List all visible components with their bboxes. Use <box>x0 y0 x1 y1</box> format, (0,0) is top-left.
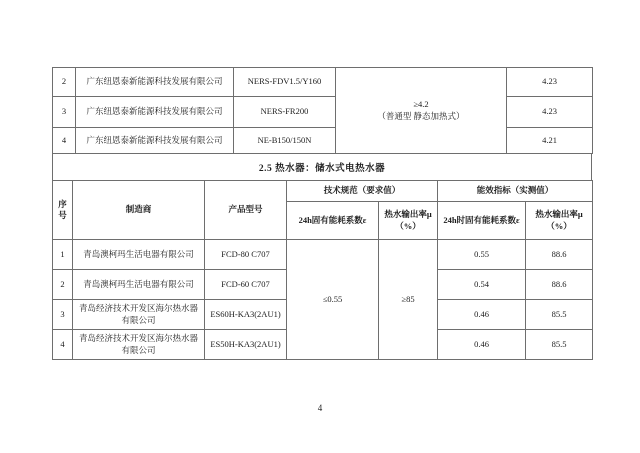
spec-coefficient-cell: ≤0.55 <box>287 240 379 360</box>
output-rate-cell: 88.6 <box>526 240 593 270</box>
spec-requirement-type: （普通型 静态加热式） <box>377 110 465 121</box>
header-serial: 序号 <box>53 181 73 240</box>
output-rate-cell: 85.5 <box>526 300 593 330</box>
spec-output-rate-cell: ≥85 <box>379 240 438 360</box>
manufacturer-cell: 青岛经济技术开发区海尔热水器有限公司 <box>73 330 205 360</box>
serial-cell: 4 <box>53 128 76 154</box>
manufacturer-cell: 青岛经济技术开发区海尔热水器有限公司 <box>73 300 205 330</box>
page-number: 4 <box>317 403 323 413</box>
model-cell: FCD-80 C707 <box>205 240 287 270</box>
manufacturer-cell: 青岛澳柯玛生活电器有限公司 <box>73 270 205 300</box>
measured-value-cell: 4.21 <box>507 128 593 154</box>
serial-cell: 2 <box>53 68 76 97</box>
section-title: 2.5 热水器：储水式电热水器 <box>52 154 592 181</box>
manufacturer-cell: 广东纽恩泰新能源科技发展有限公司 <box>76 128 234 154</box>
table-row <box>53 128 593 154</box>
header-coefficient-measured: 24h时固有能耗系数ε <box>438 202 526 240</box>
spec-requirement-value: ≥4.2 <box>413 99 429 110</box>
header-coefficient-required: 24h固有能耗系数ε <box>287 202 379 240</box>
coefficient-cell: 0.46 <box>438 330 526 360</box>
coefficient-cell: 0.54 <box>438 270 526 300</box>
output-rate-cell: 88.6 <box>526 270 593 300</box>
header-output-rate-required: 热水输出率μ （%） <box>379 202 438 240</box>
header-tech-spec-group: 技术规范（要求值） <box>287 181 438 202</box>
model-cell: ES60H-KA3(2AU1) <box>205 300 287 330</box>
model-cell: NERS-FDV1.5/Y160 <box>234 68 336 97</box>
serial-cell: 3 <box>53 300 73 330</box>
serial-cell: 1 <box>53 240 73 270</box>
model-cell: ES50H-KA3(2AU1) <box>205 330 287 360</box>
manufacturer-cell: 广东纽恩泰新能源科技发展有限公司 <box>76 68 234 97</box>
table-row <box>53 68 593 97</box>
header-energy-index-group: 能效指标（实测值） <box>438 181 593 202</box>
spec-requirement-cell <box>336 68 507 154</box>
measured-value-cell: 4.23 <box>507 97 593 128</box>
model-cell: NERS-FR200 <box>234 97 336 128</box>
coefficient-cell: 0.46 <box>438 300 526 330</box>
document-page <box>52 67 592 360</box>
header-output-rate-measured: 热水输出率μ （%） <box>526 202 593 240</box>
header-row-groups <box>53 181 593 202</box>
model-cell: FCD-60 C707 <box>205 270 287 300</box>
serial-cell: 3 <box>53 97 76 128</box>
model-cell: NE-B150/150N <box>234 128 336 154</box>
serial-cell: 2 <box>53 270 73 300</box>
header-manufacturer: 制造商 <box>73 181 205 240</box>
manufacturer-cell: 广东纽恩泰新能源科技发展有限公司 <box>76 97 234 128</box>
table-row <box>53 97 593 128</box>
electric-water-heater-table <box>52 180 593 360</box>
table-row <box>53 240 593 270</box>
header-model: 产品型号 <box>205 181 287 240</box>
manufacturer-cell: 青岛澳柯玛生活电器有限公司 <box>73 240 205 270</box>
coefficient-cell: 0.55 <box>438 240 526 270</box>
gas-water-heater-table <box>52 67 593 154</box>
output-rate-cell: 85.5 <box>526 330 593 360</box>
measured-value-cell: 4.23 <box>507 68 593 97</box>
serial-cell: 4 <box>53 330 73 360</box>
